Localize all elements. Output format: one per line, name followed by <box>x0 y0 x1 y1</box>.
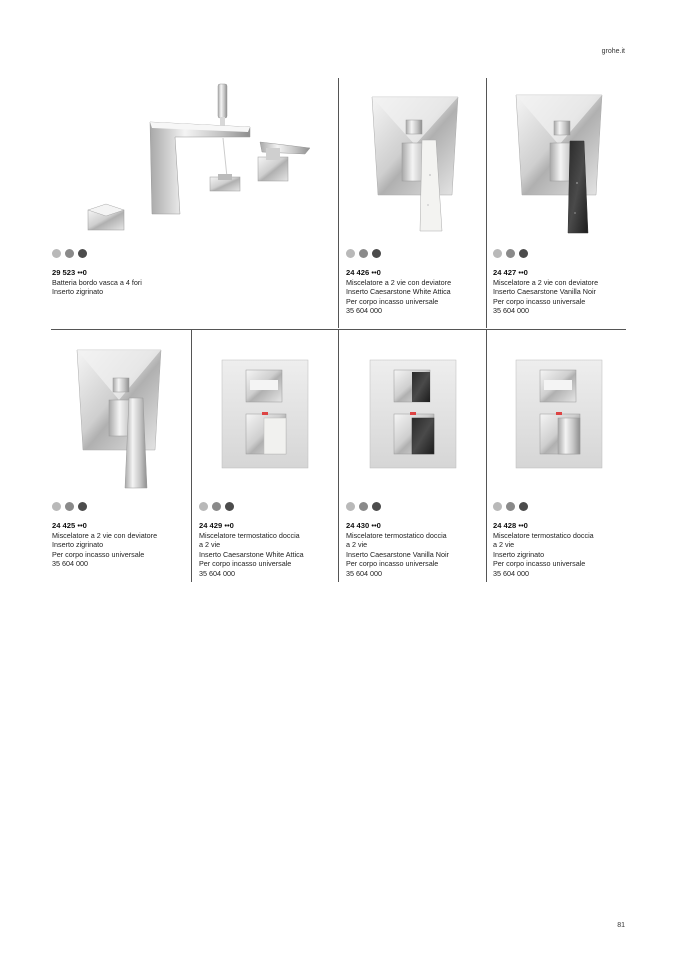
product-description: Inserto Caesarstone Vanilla Noir <box>493 287 596 297</box>
finish-swatch-icon <box>506 249 515 258</box>
product-text <box>493 521 594 579</box>
product-description: Miscelatore termostatico doccia <box>199 530 300 540</box>
finish-swatches <box>199 502 234 511</box>
thermostat-white-attica-image <box>220 358 310 470</box>
product-description: Per corpo incasso universale <box>346 296 439 306</box>
finish-swatch-icon <box>225 502 234 511</box>
finish-swatch-icon <box>372 249 381 258</box>
thermostat-zigrinato-image <box>514 358 604 470</box>
finish-swatch-icon <box>346 249 355 258</box>
product-description: 35 604 000 <box>199 568 235 578</box>
finish-swatches <box>346 502 381 511</box>
finish-swatch-icon <box>78 502 87 511</box>
finish-swatch-icon <box>78 249 87 258</box>
product-description: 35 604 000 <box>493 568 529 578</box>
product-description: Inserto Caesarstone Vanilla Noir <box>346 549 449 559</box>
finish-swatch-icon <box>506 502 515 511</box>
product-description: Per corpo incasso universale <box>493 296 586 306</box>
product-description: Miscelatore termostatico doccia <box>493 530 594 540</box>
product-description: Miscelatore a 2 vie con deviatore <box>493 277 599 287</box>
finish-swatch-icon <box>359 502 368 511</box>
site-url: grohe.it <box>601 48 625 55</box>
page-number: 81 <box>617 922 625 929</box>
finish-swatch-icon <box>199 502 208 511</box>
finish-swatches <box>493 502 528 511</box>
finish-swatch-icon <box>212 502 221 511</box>
product-code: 24 428 ••0 <box>493 521 528 530</box>
finish-swatches <box>346 249 381 258</box>
divider <box>338 330 339 582</box>
finish-swatches <box>52 502 87 511</box>
finish-swatch-icon <box>493 502 502 511</box>
divider <box>486 330 487 582</box>
product-description: Per corpo incasso universale <box>199 559 292 569</box>
diverter-mixer-white-attica-image <box>370 95 460 235</box>
product-text <box>52 521 157 569</box>
product-description: 35 604 000 <box>346 306 382 316</box>
product-description: Miscelatore a 2 vie con deviatore <box>52 530 158 540</box>
product-description: Miscelatore a 2 vie con deviatore <box>346 277 452 287</box>
product-description: Inserto Caesarstone White Attica <box>199 549 304 559</box>
product-description: a 2 vie <box>199 540 221 550</box>
finish-swatches <box>52 249 87 258</box>
product-description: a 2 vie <box>493 540 515 550</box>
product-description: a 2 vie <box>346 540 368 550</box>
thermostat-vanilla-noir-image <box>368 358 458 470</box>
product-description: Inserto Caesarstone White Attica <box>346 287 451 297</box>
product-description: 35 604 000 <box>346 568 382 578</box>
product-description: Per corpo incasso universale <box>493 559 586 569</box>
product-description: Inserto zigrinato <box>52 287 104 297</box>
product-text <box>346 521 449 579</box>
finish-swatch-icon <box>359 249 368 258</box>
finish-swatches <box>493 249 528 258</box>
finish-swatch-icon <box>52 249 61 258</box>
product-description: 35 604 000 <box>493 306 529 316</box>
product-description: Inserto zigrinato <box>52 540 104 550</box>
product-description: Inserto zigrinato <box>493 549 545 559</box>
bath-mixer-image <box>80 82 310 242</box>
diverter-mixer-zigrinato-image <box>75 348 165 490</box>
finish-swatch-icon <box>372 502 381 511</box>
finish-swatch-icon <box>519 502 528 511</box>
finish-swatch-icon <box>65 502 74 511</box>
finish-swatch-icon <box>346 502 355 511</box>
finish-swatch-icon <box>65 249 74 258</box>
product-code: 24 429 ••0 <box>199 521 234 530</box>
diverter-mixer-vanilla-noir-image <box>514 93 604 235</box>
product-code: 24 426 ••0 <box>346 268 381 277</box>
product-description: Per corpo incasso universale <box>346 559 439 569</box>
product-text <box>493 268 598 316</box>
finish-swatch-icon <box>519 249 528 258</box>
divider <box>191 330 192 582</box>
divider <box>486 78 487 328</box>
product-text <box>52 268 142 297</box>
product-description: Miscelatore termostatico doccia <box>346 530 447 540</box>
product-text <box>199 521 304 579</box>
product-code: 29 523 ••0 <box>52 268 87 277</box>
product-description: Per corpo incasso universale <box>52 549 145 559</box>
product-description: Batteria bordo vasca a 4 fori <box>52 277 142 287</box>
product-code: 24 427 ••0 <box>493 268 528 277</box>
finish-swatch-icon <box>52 502 61 511</box>
product-text <box>346 268 451 316</box>
product-description: 35 604 000 <box>52 559 88 569</box>
divider <box>338 78 339 328</box>
finish-swatch-icon <box>493 249 502 258</box>
product-code: 24 425 ••0 <box>52 521 87 530</box>
product-code: 24 430 ••0 <box>346 521 381 530</box>
